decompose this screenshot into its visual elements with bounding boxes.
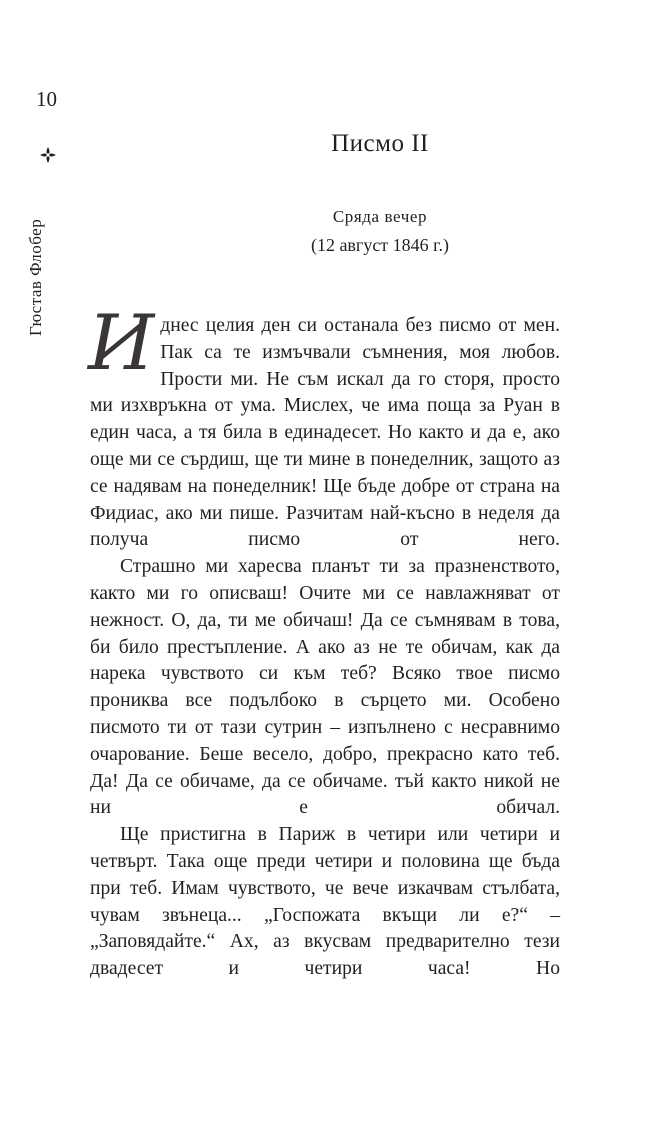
paragraph-3: Ще пристигна в Париж в четири или четири и четвърт. Така още преди четири и половина ще бъда при теб. Имам чувството, че вече изкачвам стълбата, чувам звънеца... „Госпожата вкъщи ли е?“ – „Заповядайте.“ Ах, аз вкусвам предварително тези двадесет и четири часа! Но [90, 824, 560, 980]
letter-body [88, 298, 560, 983]
paragraph-1 [88, 298, 560, 554]
page-number: 10 [36, 87, 57, 111]
letter-date: (12 август 1846 г.) [310, 235, 450, 255]
paragraph-1-text: днес целия ден си останала без писмо от мен. Пак са те измъчвали съмнения, моя любов. Прости ми. Не съм искал да го сторя, просто ми изхвръкна от ума. Мислех, че има поща за Руан в един часа, а тя била в единадесет. Но както и да е, ако още ми се сърдиш, ще ти мине в понеделник, защото аз се надявам на понеделник! Ще бъде добре от страна на Фидиас, ако ми пише. Разчитам най-късно в неделя да получа писмо от него. [90, 315, 560, 551]
paragraph-2: Страшно ми харесва планът ти за празненството, както ми го описваш! Очите ми се навлажняват от нежност. О, да, ти ме обичаш! Да се съмнявам в това, би било престъпление. А ако аз не те обичам, как да нарека чувството си към теб? Всяко твое писмо прониква все подълбоко в сърцето ми. Особено писмото ти от тази сутрин – изпълнено с несравнимо очарование. Беше весело, добро, прекрасно като теб. Да! Да се обичаме, да се обичаме. тъй както никой не ни е обичал. [90, 556, 560, 819]
letter-title: Писмо II [331, 130, 429, 157]
fleuron-icon [38, 145, 58, 165]
drop-cap: И [88, 298, 155, 387]
letter-day: Сряда вечер [332, 207, 428, 226]
running-head-author: Гюстав Флобер [26, 218, 45, 336]
